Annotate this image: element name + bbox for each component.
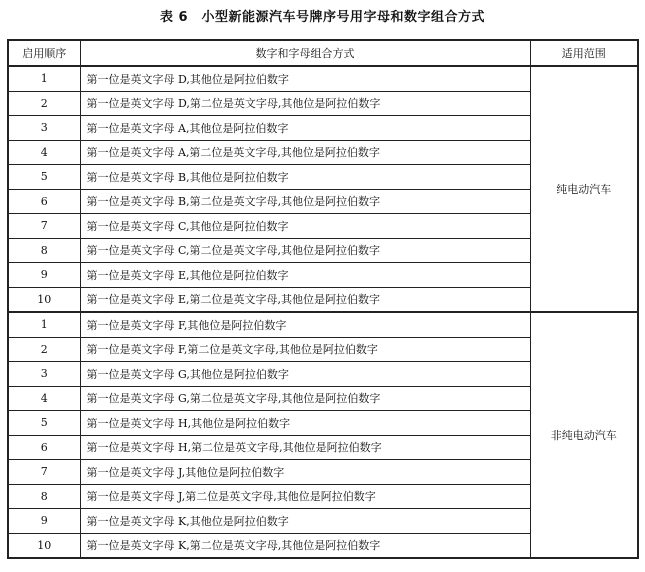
- combination-cell: 第一位是英文字母 A,第二位是英文字母,其他位是阿拉伯数字: [80, 140, 530, 165]
- order-cell: 5: [8, 411, 80, 436]
- order-cell: 1: [8, 66, 80, 91]
- combination-cell: 第一位是英文字母 K,第二位是英文字母,其他位是阿拉伯数字: [80, 533, 530, 558]
- combination-cell: 第一位是英文字母 A,其他位是阿拉伯数字: [80, 116, 530, 141]
- order-cell: 5: [8, 165, 80, 190]
- plate-combination-table: [7, 39, 639, 559]
- combination-cell: 第一位是英文字母 B,第二位是英文字母,其他位是阿拉伯数字: [80, 189, 530, 214]
- order-cell: 6: [8, 189, 80, 214]
- combination-cell: 第一位是英文字母 H,其他位是阿拉伯数字: [80, 411, 530, 436]
- order-cell: 7: [8, 460, 80, 485]
- scope-cell: 非纯电动汽车: [530, 312, 638, 558]
- order-cell: 9: [8, 509, 80, 534]
- table-row: [8, 66, 638, 91]
- order-cell: 3: [8, 362, 80, 387]
- order-cell: 10: [8, 287, 80, 312]
- combination-cell: 第一位是英文字母 C,其他位是阿拉伯数字: [80, 214, 530, 239]
- header-row: [8, 40, 638, 66]
- order-cell: 2: [8, 91, 80, 116]
- scope-cell: 纯电动汽车: [530, 66, 638, 312]
- order-cell: 1: [8, 312, 80, 337]
- order-cell: 4: [8, 386, 80, 411]
- header-combination: 数字和字母组合方式: [80, 40, 530, 66]
- combination-cell: 第一位是英文字母 E,第二位是英文字母,其他位是阿拉伯数字: [80, 287, 530, 312]
- combination-cell: 第一位是英文字母 H,第二位是英文字母,其他位是阿拉伯数字: [80, 435, 530, 460]
- order-cell: 6: [8, 435, 80, 460]
- table-title: 表 6 小型新能源汽车号牌序号用字母和数字组合方式: [159, 10, 486, 25]
- order-cell: 4: [8, 140, 80, 165]
- combination-cell: 第一位是英文字母 F,第二位是英文字母,其他位是阿拉伯数字: [80, 337, 530, 362]
- combination-cell: 第一位是英文字母 F,其他位是阿拉伯数字: [80, 312, 530, 337]
- order-cell: 3: [8, 116, 80, 141]
- combination-cell: 第一位是英文字母 D,其他位是阿拉伯数字: [80, 66, 530, 91]
- header-scope: 适用范围: [530, 40, 638, 66]
- combination-cell: 第一位是英文字母 B,其他位是阿拉伯数字: [80, 165, 530, 190]
- combination-cell: 第一位是英文字母 G,其他位是阿拉伯数字: [80, 362, 530, 387]
- combination-cell: 第一位是英文字母 J,其他位是阿拉伯数字: [80, 460, 530, 485]
- combination-cell: 第一位是英文字母 K,其他位是阿拉伯数字: [80, 509, 530, 534]
- combination-cell: 第一位是英文字母 J,第二位是英文字母,其他位是阿拉伯数字: [80, 484, 530, 509]
- order-cell: 8: [8, 238, 80, 263]
- combination-cell: 第一位是英文字母 E,其他位是阿拉伯数字: [80, 263, 530, 288]
- order-cell: 9: [8, 263, 80, 288]
- table-body: [8, 66, 638, 558]
- order-cell: 8: [8, 484, 80, 509]
- order-cell: 2: [8, 337, 80, 362]
- combination-cell: 第一位是英文字母 D,第二位是英文字母,其他位是阿拉伯数字: [80, 91, 530, 116]
- order-cell: 10: [8, 533, 80, 558]
- order-cell: 7: [8, 214, 80, 239]
- combination-cell: 第一位是英文字母 C,第二位是英文字母,其他位是阿拉伯数字: [80, 238, 530, 263]
- combination-cell: 第一位是英文字母 G,第二位是英文字母,其他位是阿拉伯数字: [80, 386, 530, 411]
- header-order: 启用顺序: [8, 40, 80, 66]
- table-row: [8, 312, 638, 337]
